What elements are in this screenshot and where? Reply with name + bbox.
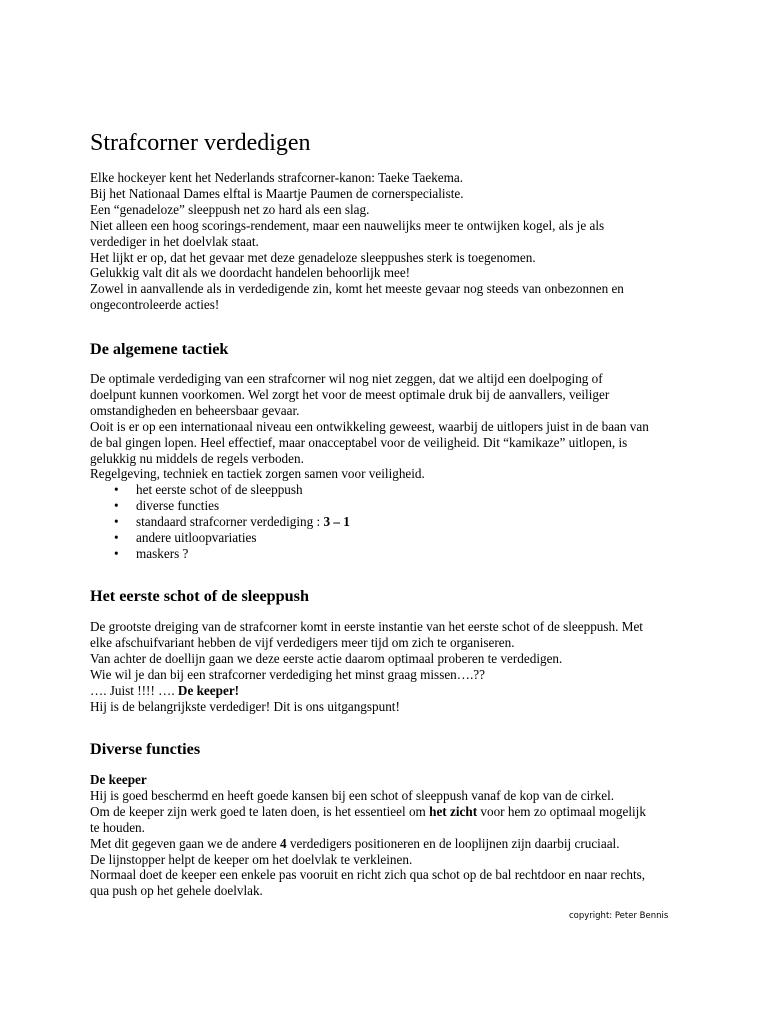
paragraph-line [90,683,643,699]
intro-line: Het lijkt er op, dat het gevaar met deze genadeloze sleeppushes sterk is toegenomen. [90,249,536,265]
list-item-text: het eerste schot of de sleeppush [136,482,303,498]
diverse-functies-paragraph [90,772,646,899]
intro-line: Gelukkig valt dit als we doordacht handelen behoorlijk mee! [90,265,411,281]
bullet-icon: • [114,514,119,530]
list-item-text: diverse functies [136,498,220,514]
intro-line: Elke hockeyer kent het Nederlands strafcorner-kanon: Taeke Taekema. [90,170,464,185]
paragraph-line: te houden. [90,819,145,835]
paragraph-line: Hij is de belangrijkste verdediger! Dit is ons uitgangspunt! [90,698,400,714]
bullet-icon: • [114,530,119,546]
paragraph-line: Ooit is er op een internationaal niveau een ontwikkeling geweest, waarbij de uitlopers juist in de baan van [90,418,649,434]
intro-line: ongecontroleerde acties! [90,297,220,313]
list-item-text: maskers ? [136,545,189,561]
list-item-text: andere uitloopvariaties [136,530,257,546]
bullet-icon: • [114,498,119,514]
bullet-icon: • [114,545,119,561]
paragraph-line: qua push op het gehele doelvlak. [90,883,263,899]
list-item [90,498,649,514]
paragraph-line: omstandigheden en beheersbaar gevaar. [90,402,300,418]
paragraph-line: De grootste dreiging van de strafcorner komt in eerste instantie van het eerste schot of de sleeppush. Met [90,619,643,634]
paragraph-line [90,836,646,852]
intro-line: Niet alleen een hoog scorings-rendement, maar een nauwelijks meer te ontwijken kogel, als je als [90,217,605,233]
subheading-text: De keeper [90,772,147,787]
line-text: Met dit gegeven gaan we de andere [90,835,281,851]
paragraph-line: Hij is goed beschermd en heeft goede kansen bij een schot of sleeppush vanaf de kop van de cirkel. [90,787,615,803]
line-text: verdedigers positioneren en de looplijnen zijn daarbij cruciaal. [286,835,620,851]
list-item [90,530,649,546]
line-bold-text: 4 [280,835,287,851]
intro-line: verdediger in het doelvlak staat. [90,233,259,249]
list-item [90,514,649,530]
algemene-tactiek-paragraph [90,371,649,562]
line-text: Om de keeper zijn werk goed te laten doen, is het essentieel om [90,803,430,819]
paragraph-line: elke afschuifvariant hebben de vijf verdedigers meer tijd om zich te organiseren. [90,634,515,650]
page-title: Strafcorner verdedigen [90,130,311,156]
paragraph-line: de bal gingen lopen. Heel effectief, maar onacceptabel voor de veiligheid. Dit “kamikaze” uitlopen, is [90,434,628,450]
copyright-footer: copyright: Peter Bennis [569,911,669,921]
paragraph-line: doelpunt kunnen voorkomen. Wel zorgt het voor de meest optimale druk bij de aanvallers, veiliger [90,386,610,402]
subheading-keeper [90,772,646,788]
section-heading-diverse-functies: Diverse functies [90,740,201,758]
list-item [90,482,649,498]
bullet-icon: • [114,482,119,498]
section-heading-eerste-schot: Het eerste schot of de sleeppush [90,587,309,605]
line-text: …. Juist !!!! …. [90,682,178,698]
eerste-schot-paragraph [90,619,643,714]
line-bold-text: De keeper! [177,682,240,698]
list-item-text: standaard strafcorner verdediging : [136,514,324,530]
section-heading-algemene-tactiek: De algemene tactiek [90,340,229,358]
bullet-list [90,482,649,562]
paragraph-line: Normaal doet de keeper een enkele pas vooruit en richt zich qua schot op de bal rechtdoor en naar rechts, [90,867,646,883]
intro-line: Bij het Nationaal Dames elftal is Maartje Paumen de cornerspecialiste. [90,185,464,201]
paragraph-line [90,804,646,820]
intro-line: Zowel in aanvallende als in verdedigende zin, komt het meeste gevaar nog steeds van onbezonnen en [90,281,624,297]
paragraph-line: Wie wil je dan bij een strafcorner verdediging het minst graag missen….?? [90,666,485,682]
paragraph-line: Regelgeving, techniek en tactiek zorgen samen voor veiligheid. [90,466,425,482]
paragraph-line: De lijnstopper helpt de keeper om het doelvlak te verkleinen. [90,851,413,867]
paragraph-line: De optimale verdediging van een strafcorner wil nog niet zeggen, dat we altijd een doelpoging of [90,371,603,386]
line-bold-text: het zicht [429,803,478,819]
paragraph-line: gelukkig nu middels de regels verboden. [90,450,304,466]
paragraph-line: Van achter de doellijn gaan we deze eerste actie daarom optimaal proberen te verdedigen. [90,650,563,666]
intro-line: Een “genadeloze” sleeppush net zo hard als een slag. [90,201,370,217]
intro-paragraph [90,170,624,313]
line-text: voor hem zo optimaal mogelijk [477,803,646,819]
list-item-bold-text: 3 – 1 [323,514,350,530]
list-item [90,546,649,562]
